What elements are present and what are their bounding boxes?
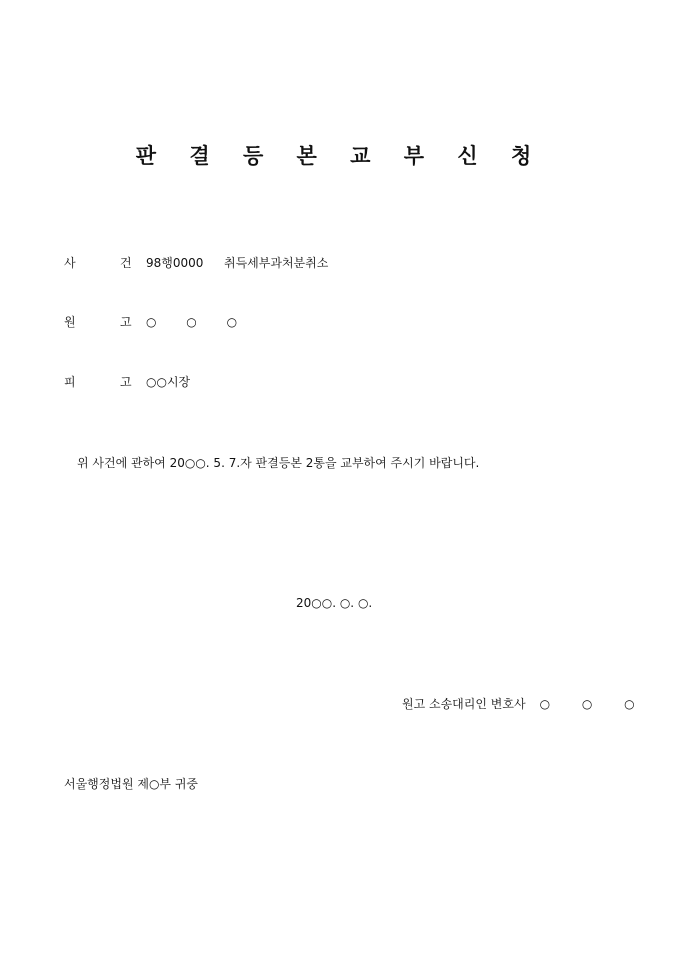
case-name: 취득세부과처분취소 [224,256,329,270]
request-body-text: 위 사건에 관하여 20○○. 5. 7.자 판결등본 2통을 교부하여 주시기 바랍니다. [77,456,480,470]
plaintiff-value: ○ ○ ○ [146,315,251,329]
signer-line [402,695,649,712]
court-addressee: 서울행정법원 제○부 귀중 [64,777,199,791]
signer-name: ○ ○ ○ [539,697,649,711]
defendant-label-first: 피 [64,375,76,389]
case-number: 98행0000 [146,256,204,270]
plaintiff-label-first: 원 [64,315,76,329]
document-title: 판 결 등 본 교 부 신 청 [135,143,545,168]
defendant-label-second: 고 [120,375,132,389]
case-label-first: 사 [64,256,76,270]
signer-role: 원고 소송대리인 변호사 [402,697,526,711]
case-label-second: 건 [120,256,132,270]
request-date: 20○○. ○. ○. [296,596,373,610]
defendant-value: ○○시장 [146,375,191,389]
plaintiff-label-second: 고 [120,315,132,329]
